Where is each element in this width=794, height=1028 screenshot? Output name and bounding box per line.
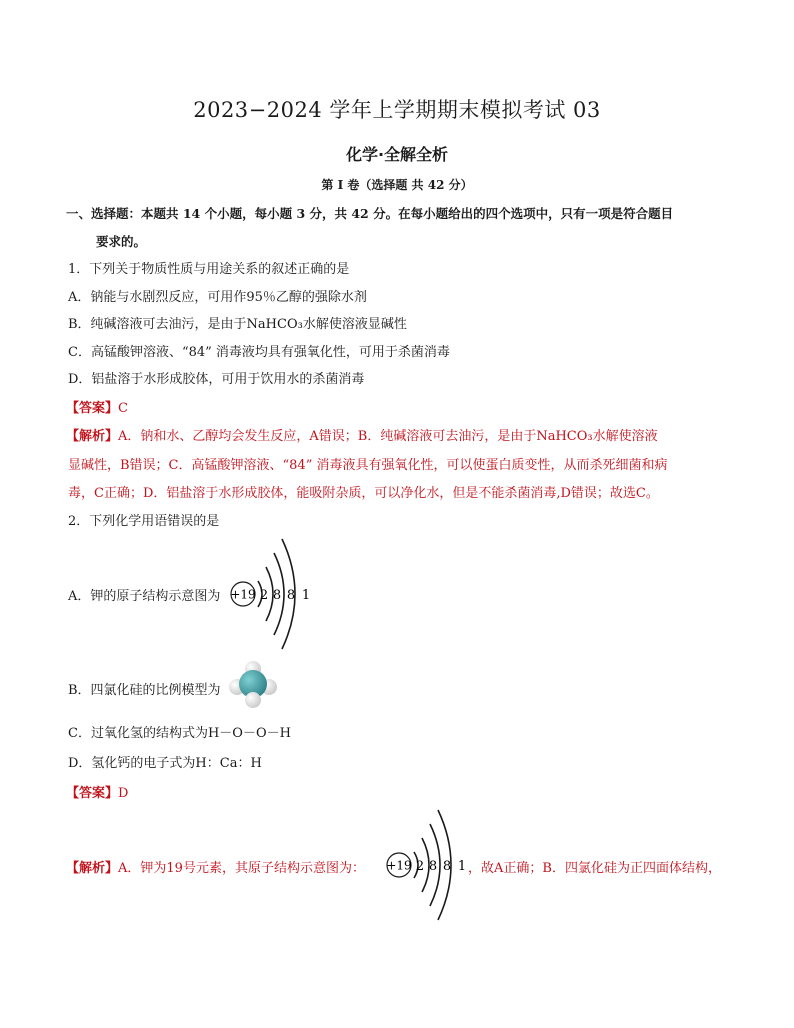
analysis-text: A．钠和水、乙醇均会发生反应，A错误；B．纯碱溶液可去油污，是由于NaHCO₃水解使溶液 (118, 429, 658, 444)
q2-analysis-line1 (66, 857, 365, 876)
q2-stem: 2．下列化学用语错误的是 (68, 514, 220, 529)
shell-4-count: 1 (457, 859, 467, 874)
analysis-tag: 【解析】 (66, 861, 119, 876)
section-instruction: 一、选择题：本题共 14 个小题，每小题 3 分，共 42 分。在每小题给出的四个选项中，只有一项是符合题目 (66, 206, 674, 221)
q2-option-b: B．四氯化硅的比例模型为 (68, 683, 221, 698)
page-subtitle: 化学·全解全析 (345, 145, 449, 164)
q1-option-d: D．铝盐溶于水形成胶体，可用于饮用水的杀菌消毒 (68, 372, 365, 387)
q2-analysis-line1-cont: ，故A正确；B．四氯化硅为正四面体结构， (468, 861, 721, 876)
q1-answer (66, 397, 128, 416)
q1-analysis-line1 (66, 425, 658, 444)
shell-3-count: 8 (286, 588, 296, 603)
shell-1-count: 2 (415, 859, 425, 874)
nucleus-label: +19 (230, 587, 256, 602)
part-heading: 第 I 卷（选择题 共 42 分） (321, 178, 473, 192)
q1-option-b: B．纯碱溶液可去油污，是由于NaHCO₃水解使溶液显碱性 (68, 317, 407, 332)
section-instruction-cont: 要求的。 (96, 234, 147, 249)
analysis-tag: 【解析】 (66, 429, 119, 444)
answer-tag: 【答案】 (66, 786, 119, 801)
answer-tag: 【答案】 (66, 401, 119, 416)
q2-option-c: C．过氧化氢的结构式为H－O－O－H (68, 726, 291, 741)
shell-4-count: 1 (301, 588, 311, 603)
q2-option-d: D．氢化钙的电子式为H：Ca：H (68, 756, 262, 771)
q1-option-a: A．钠能与水剧烈反应，可用作95％乙醇的强除水剂 (68, 290, 367, 305)
q1-option-c: C．高锰酸钾溶液、“84” 消毒液均具有强氧化性，可用于杀菌消毒 (68, 345, 450, 360)
shell-3-count: 8 (442, 859, 452, 874)
shell-2-count: 8 (272, 588, 282, 603)
nucleus-label: +19 (386, 858, 412, 873)
shell-2-count: 8 (428, 859, 438, 874)
potassium-atom-diagram (222, 535, 320, 653)
q2-option-a: A．钾的原子结构示意图为 (68, 589, 221, 604)
q2-answer (66, 782, 128, 801)
q1-analysis-line2: 显碱性，B错误；C．高锰酸钾溶液、“84” 消毒液具有强氧化性，可以使蛋白质变性，从而杀死细菌和病 (68, 458, 668, 473)
answer-value: C (118, 401, 128, 416)
q1-stem: 1．下列关于物质性质与用途关系的叙述正确的是 (68, 262, 350, 277)
potassium-atom-diagram-analysis (378, 806, 476, 924)
silicon-tetrachloride-model (228, 660, 278, 708)
answer-value: D (118, 786, 129, 801)
shell-1-count: 2 (259, 588, 269, 603)
page-title: 2023−2024 学年上学期期末模拟考试 03 (193, 98, 601, 122)
q1-analysis-line3: 毒，C正确；D．铝盐溶于水形成胶体，能吸附杂质，可以净化水，但是不能杀菌消毒,D错误；故选C。 (68, 486, 659, 501)
analysis-text: A．钾为19号元素，其原子结构示意图为： (118, 861, 365, 876)
